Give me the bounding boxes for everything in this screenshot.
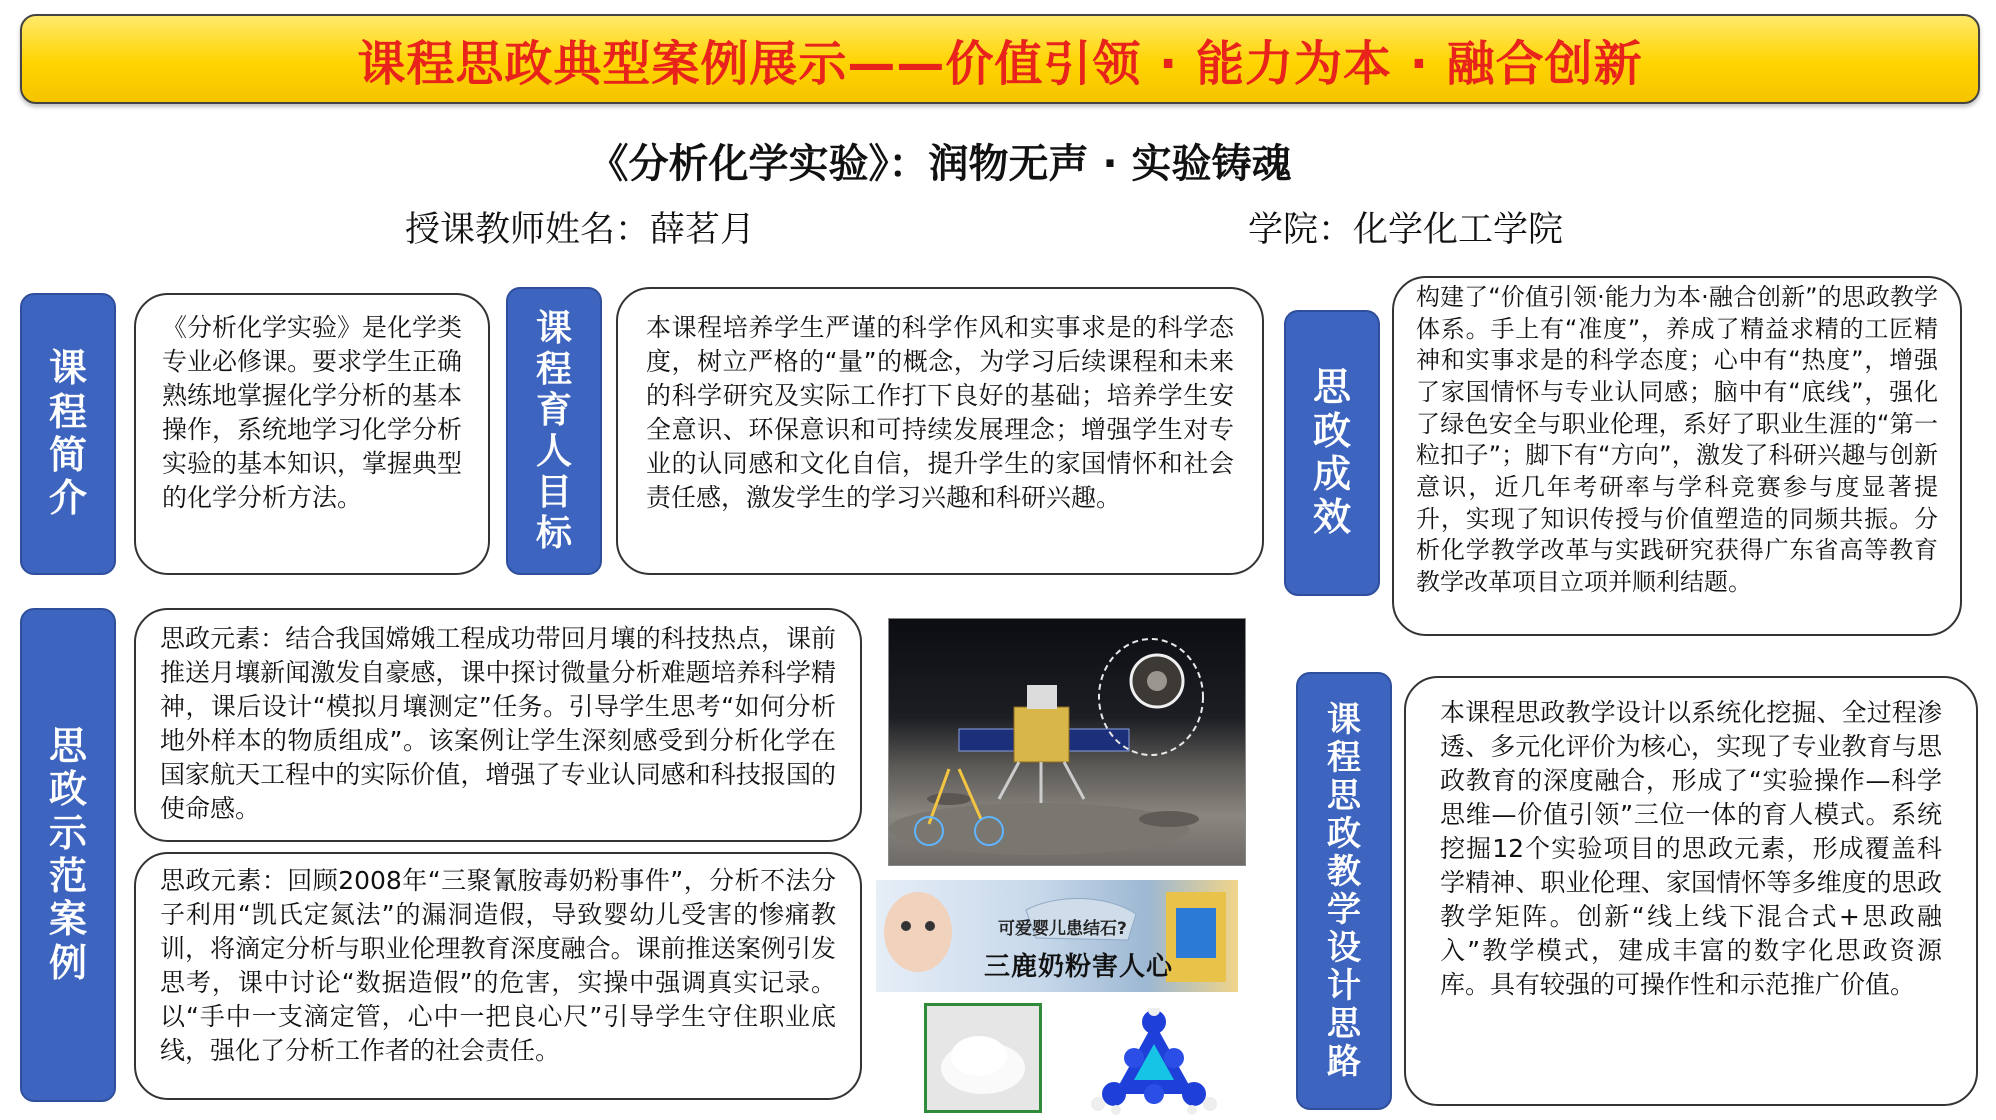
lunar-lander-illustration <box>889 619 1246 866</box>
melamine-powder-image <box>924 1003 1042 1113</box>
milk-caption-top: 可爱婴儿患结石? <box>998 919 1127 939</box>
outcome-label: 思政成效 <box>1284 310 1380 596</box>
milk-scandal-image <box>876 880 1238 992</box>
goals-text: 本课程培养学生严谨的科学作风和实事求是的科学态度，树立严格的“量”的概念，为学习后续课程和未来的科学研究及实际工作打下良好的基础；培养学生安全意识、环保意识和可持续发展理念；增强学生对专业的认同感和文化自信，提升学生的家国情怀和社会责任感，激发学生的学习兴趣和科研兴趣。 <box>616 287 1264 575</box>
banner-title: 课程思政典型案例展示——价值引领 · 能力为本 · 融合创新 <box>357 35 1643 92</box>
design-label: 课程思政教学设计思路 <box>1296 672 1392 1110</box>
design-text: 本课程思政教学设计以系统化挖掘、全过程渗透、多元化评价为核心，实现了专业教育与思政教育的深度融合，形成了“实验操作—科学思维—价值引领”三位一体的育人模式。系统挖掘12个实验项目的思政元素，形成覆盖科学精神、职业伦理、家国情怀等多维度的思政教学矩阵。创新“线上线下混合式+思政融入”教学模式，建成丰富的数字化思政资源库。具有较强的可操作性和示范推广价值。 <box>1404 676 1978 1106</box>
course-title: 《分析化学实验》：润物无声 · 实验铸魂 <box>588 141 1292 187</box>
cases-label: 思政示范案例 <box>20 608 116 1102</box>
intro-text: 《分析化学实验》是化学类专业必修课。要求学生正确熟练地掌握化学分析的基本操作，系统地学习化学分析实验的基本知识，掌握典型的化学分析方法。 <box>134 293 490 575</box>
milk-caption-main: 三鹿奶粉害人心 <box>984 952 1174 982</box>
molecule-model-graphic <box>1090 1008 1218 1116</box>
intro-label: 课程简介 <box>20 293 116 575</box>
header-banner <box>20 14 1980 104</box>
college-name: 学院：化学化工学院 <box>1248 210 1564 250</box>
teacher-name: 授课教师姓名：薛茗月 <box>405 210 756 250</box>
powder-pile-graphic <box>927 1006 1039 1110</box>
goals-label: 课程育人目标 <box>506 287 602 575</box>
moon-lander-image <box>888 618 1246 866</box>
melamine-molecule-image <box>1090 1008 1218 1116</box>
outcome-text: 构建了“价值引领·能力为本·融合创新”的思政教学体系。手上有“准度”，养成了精益求精的工匠精神和实事求是的科学态度；心中有“热度”，增强了家国情怀与专业认同感；脑中有“底线”，强化了绿色安全与职业伦理，系好了职业生涯的“第一粒扣子”；脚下有“方向”，激发了科研兴趣与创新意识，近几年考研率与学科竞赛参与度显著提升，实现了知识传授与价值塑造的同频共振。分析化学教学改革与实践研究获得广东省高等教育教学改革项目立项并顺利结题。 <box>1392 276 1962 636</box>
case-moon-text: 思政元素：结合我国嫦娥工程成功带回月壤的科技热点，课前推送月壤新闻激发自豪感，课中探讨微量分析难题培养科学精神，课后设计“模拟月壤测定”任务。引导学生思考“如何分析地外样本的物质组成”。该案例让学生深刻感受到分析化学在国家航天工程中的实际价值，增强了专业认同感和科技报国的使命感。 <box>134 608 862 842</box>
case-milk-text: 思政元素：回顾2008年“三聚氰胺毒奶粉事件”，分析不法分子利用“凯氏定氮法”的漏洞造假，导致婴幼儿受害的惨痛教训，将滴定分析与职业伦理教育深度融合。课前推送案例引发思考，课中讨论“数据造假”的危害，实操中强调真实记录。以“手中一支滴定管，心中一把良心尺”引导学生守住职业底线，强化了分析工作者的社会责任。 <box>134 852 862 1100</box>
